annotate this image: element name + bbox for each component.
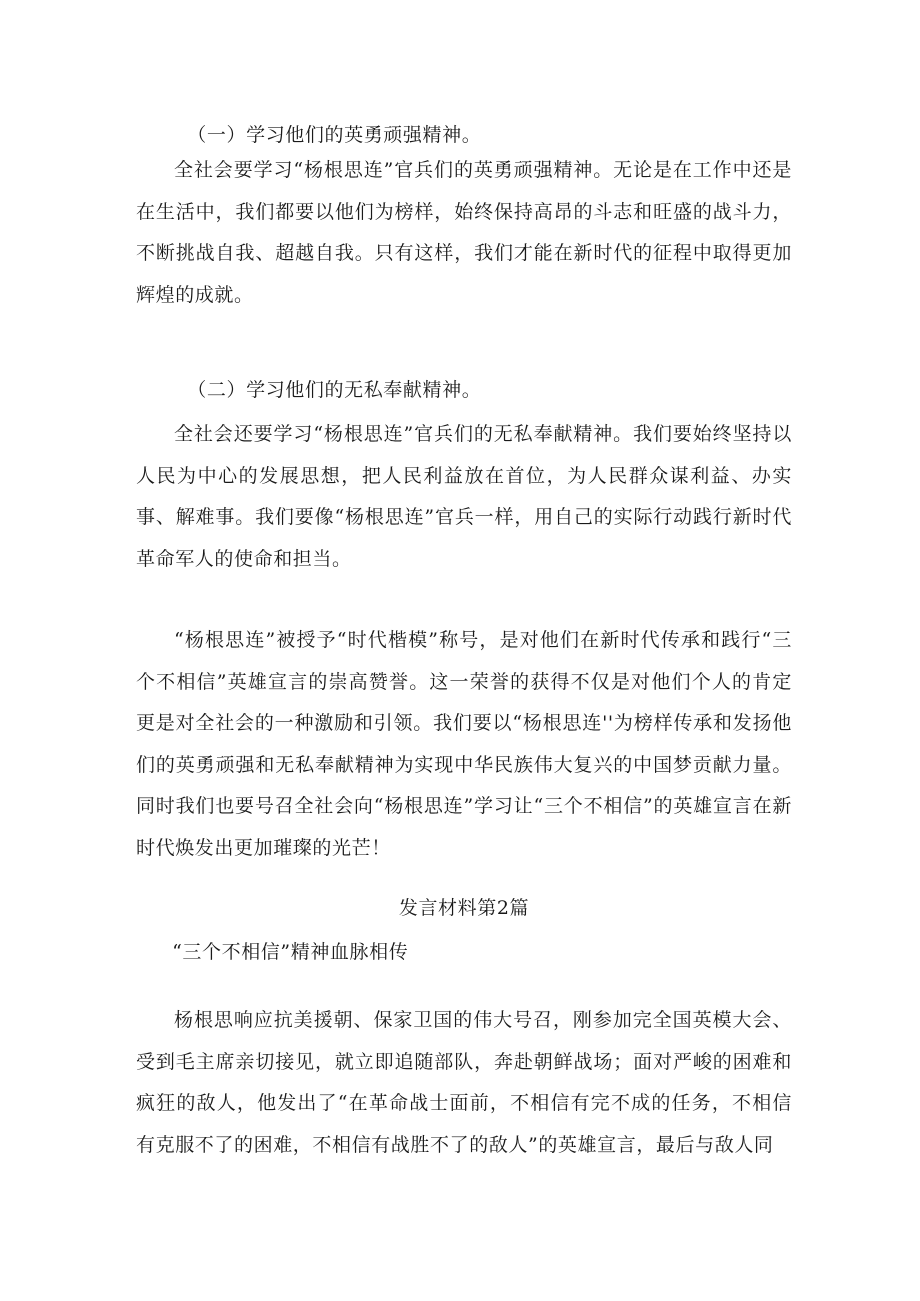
section-heading-2: （二）学习他们的无私奉献精神。 [187,379,482,401]
paragraph-2: 全社会还要学习“杨根思连”官兵们的无私奉献精神。我们要始终坚持以人民为中心的发展思想，把人民利益放在首位，为人民群众谋利益、办实事、解难事。我们要像“杨根思连”官兵一样，用自己的实际行动践行新时代革命军人的使命和担当。 [136,423,792,570]
section-subtitle: “三个不相信”精神血脉相传 [172,941,409,963]
paragraph-3: “杨根思连”被授予“时代楷模”称号，是对他们在新时代传承和践行“三个不相信”英雄宣言的崇高赞誉。这一荣誉的获得不仅是对他们个人的肯定更是对全社会的一种激励和引领。我们要以“杨根思连''为榜样传承和发扬他们的英勇顽强和无私奉献精神为实现中华民族伟大复兴的中国梦贡献力量。同时我们也要号召全社会向“杨根思连”学习让“三个不相信”的英雄宣言在新时代焕发出更加璀璨的光芒！ [136,629,792,859]
paragraph-1: 全社会要学习“杨根思连”官兵们的英勇顽强精神。无论是在工作中还是在生活中，我们都要以他们为榜样，始终保持高昂的斗志和旺盛的战斗力，不断挑战自我、超越自我。只有这样，我们才能在新时代的征程中取得更加辉煌的成就。 [136,159,792,306]
part-title: 发言材料第2篇 [398,897,530,919]
section-heading-1: （一）学习他们的英勇顽强精神。 [187,124,482,146]
paragraph-4: 杨根思响应抗美援朝、保家卫国的伟大号召，刚参加完全国英模大会、受到毛主席亲切接见，就立即追随部队，奔赴朝鲜战场；面对严峻的困难和疯狂的敌人，他发出了“在革命战士面前，不相信有完不成的任务，不相信有克服不了的困难，不相信有战胜不了的敌人”的英雄宣言，最后与敌人同 [136,1009,792,1156]
